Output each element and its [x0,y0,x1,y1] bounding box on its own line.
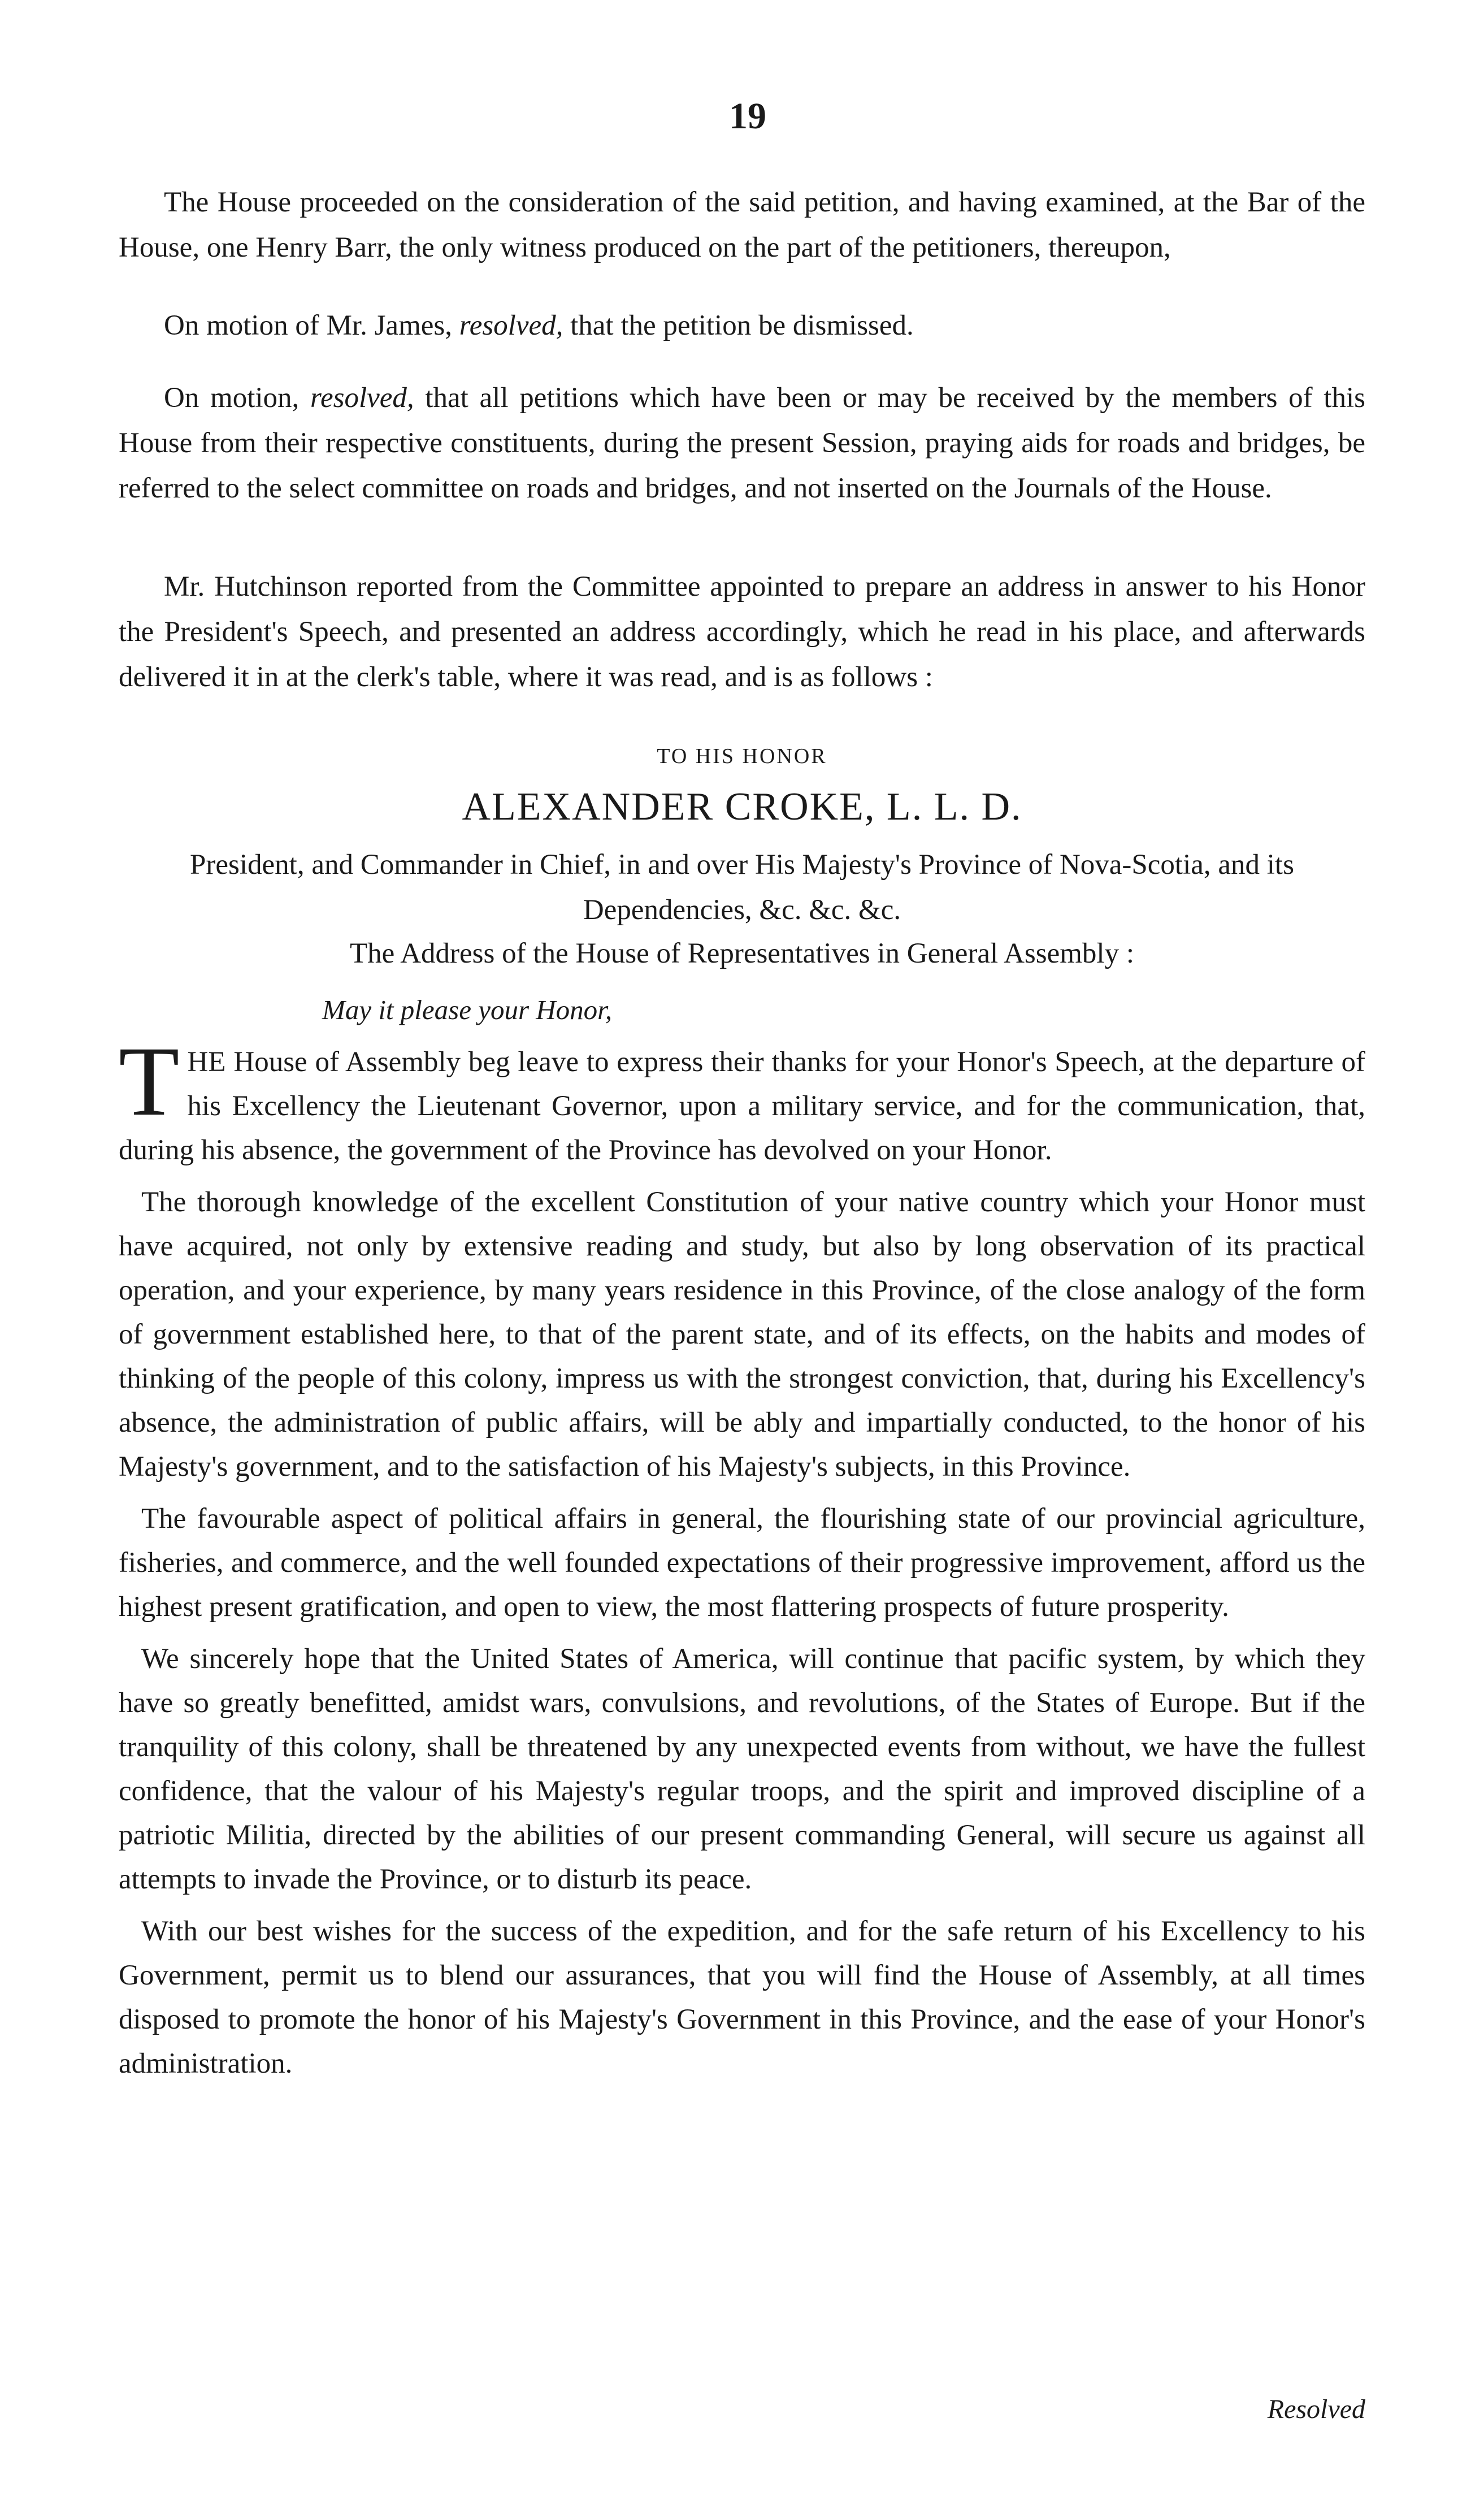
address-to-his-honor: TO HIS HONOR [657,744,827,768]
page-number: 19 [729,96,766,137]
drop-cap-letter: T [119,1026,180,1137]
address-paragraph-closing: With our best wishes for the success of the expedition, and for the safe return of his Excellency to his Government, permit us to blend our assurances, that you will find the House of Assembly, at all times disposed to promote the honor of his Majesty's Government in this Province, and the ease of your Honor's administration. [119,1916,1365,2079]
address-paragraph-constitution: The thorough knowledge of the excellent Constitution of your native country which your Honor must have acquired, not only by extensive reading and study, but also by long observation of its practical operation, and your experience, by many years residence in this Province, of the close analogy of the form of government established here, to that of the parent state, and of its effects, on the habits and modes of thinking of the people of this colony, impress us with the strongest conviction, that, during his Excellency's absence, the administration of public affairs, will be ably and impartially conducted, to the honor of his Majesty's government, and to the satisfaction of his Majesty's subjects, in this Province. [119,1186,1365,1483]
motion-text: On motion, [164,382,310,414]
motion-result: that all petitions which have been or may be received by the members of this House from their respective constituents, during the present Session, praying aids for roads and bridges, be referred to the select committee on roads and bridges, and not inserted on the Journals of the House. [119,382,1365,504]
address-recipient-name: ALEXANDER CROKE, L. L. D. [462,785,1022,829]
paragraph-roads-bridges [119,375,1365,511]
motion-result: that the petition be dismissed. [563,310,914,341]
paragraph-committee-report: Mr. Hutchinson reported from the Committee appointed to prepare an address in answer to his Honor the President's Speech, and presented an address accordingly, which he read in his place, and afterwards delivered it in at the clerk's table, where it was read, and is as follows : [119,571,1365,693]
address-paragraph-prosperity: The favourable aspect of political affairs in general, the flourishing state of our provincial agriculture, fisheries, and commerce, and the well founded expectations of their progressive improvement, afford us the highest present gratification, and open to view, the most flattering prospects of future prosperity. [119,1503,1365,1623]
address-recipient-title: President, and Commander in Chief, in and over His Majesty's Province of Nova-Scotia, and its Dependencies, &c. &c. &c. [190,849,1294,926]
address-paragraph-thanks-text: HE House of Assembly beg leave to express their thanks for your Honor's Speech, at the departure of his Excellency the Lieutenant Governor, upon a military service, and for the communication, that, during his absence, the government of the Province has devolved on your Honor. [119,1046,1365,1166]
address-body [119,1026,1365,2094]
catchword: Resolved [1267,2394,1365,2424]
motion-text: On motion of Mr. James, [164,310,459,341]
address-salutation: May it please your Honor, [322,994,613,1025]
paragraph-petition-examination: The House proceeded on the consideration of the said petition, and having examined, at the Bar of the House, one Henry Barr, the only witness produced on the part of the petitioners, thereupon, [119,187,1365,263]
resolved-word: resolved, [310,382,414,414]
resolved-word: resolved, [459,310,563,341]
address-paragraph-thanks [119,1026,1365,1172]
paragraph-petition-dismissed [119,303,1365,348]
address-heading: The Address of the House of Representatives in General Assembly : [349,938,1134,969]
address-paragraph-defense: We sincerely hope that the United States of America, will continue that pacific system, by which they have so greatly benefitted, amidst wars, convulsions, and revolutions, of the States of Europe. But if the tranquility of this colony, shall be threatened by any unexpected events from without, we have the fullest confidence, that the valour of his Majesty's regular troops, and the spirit and improved discipline of a patriotic Militia, directed by the abilities of our present commanding General, will secure us against all attempts to invade the Province, or to disturb its peace. [119,1643,1365,1895]
